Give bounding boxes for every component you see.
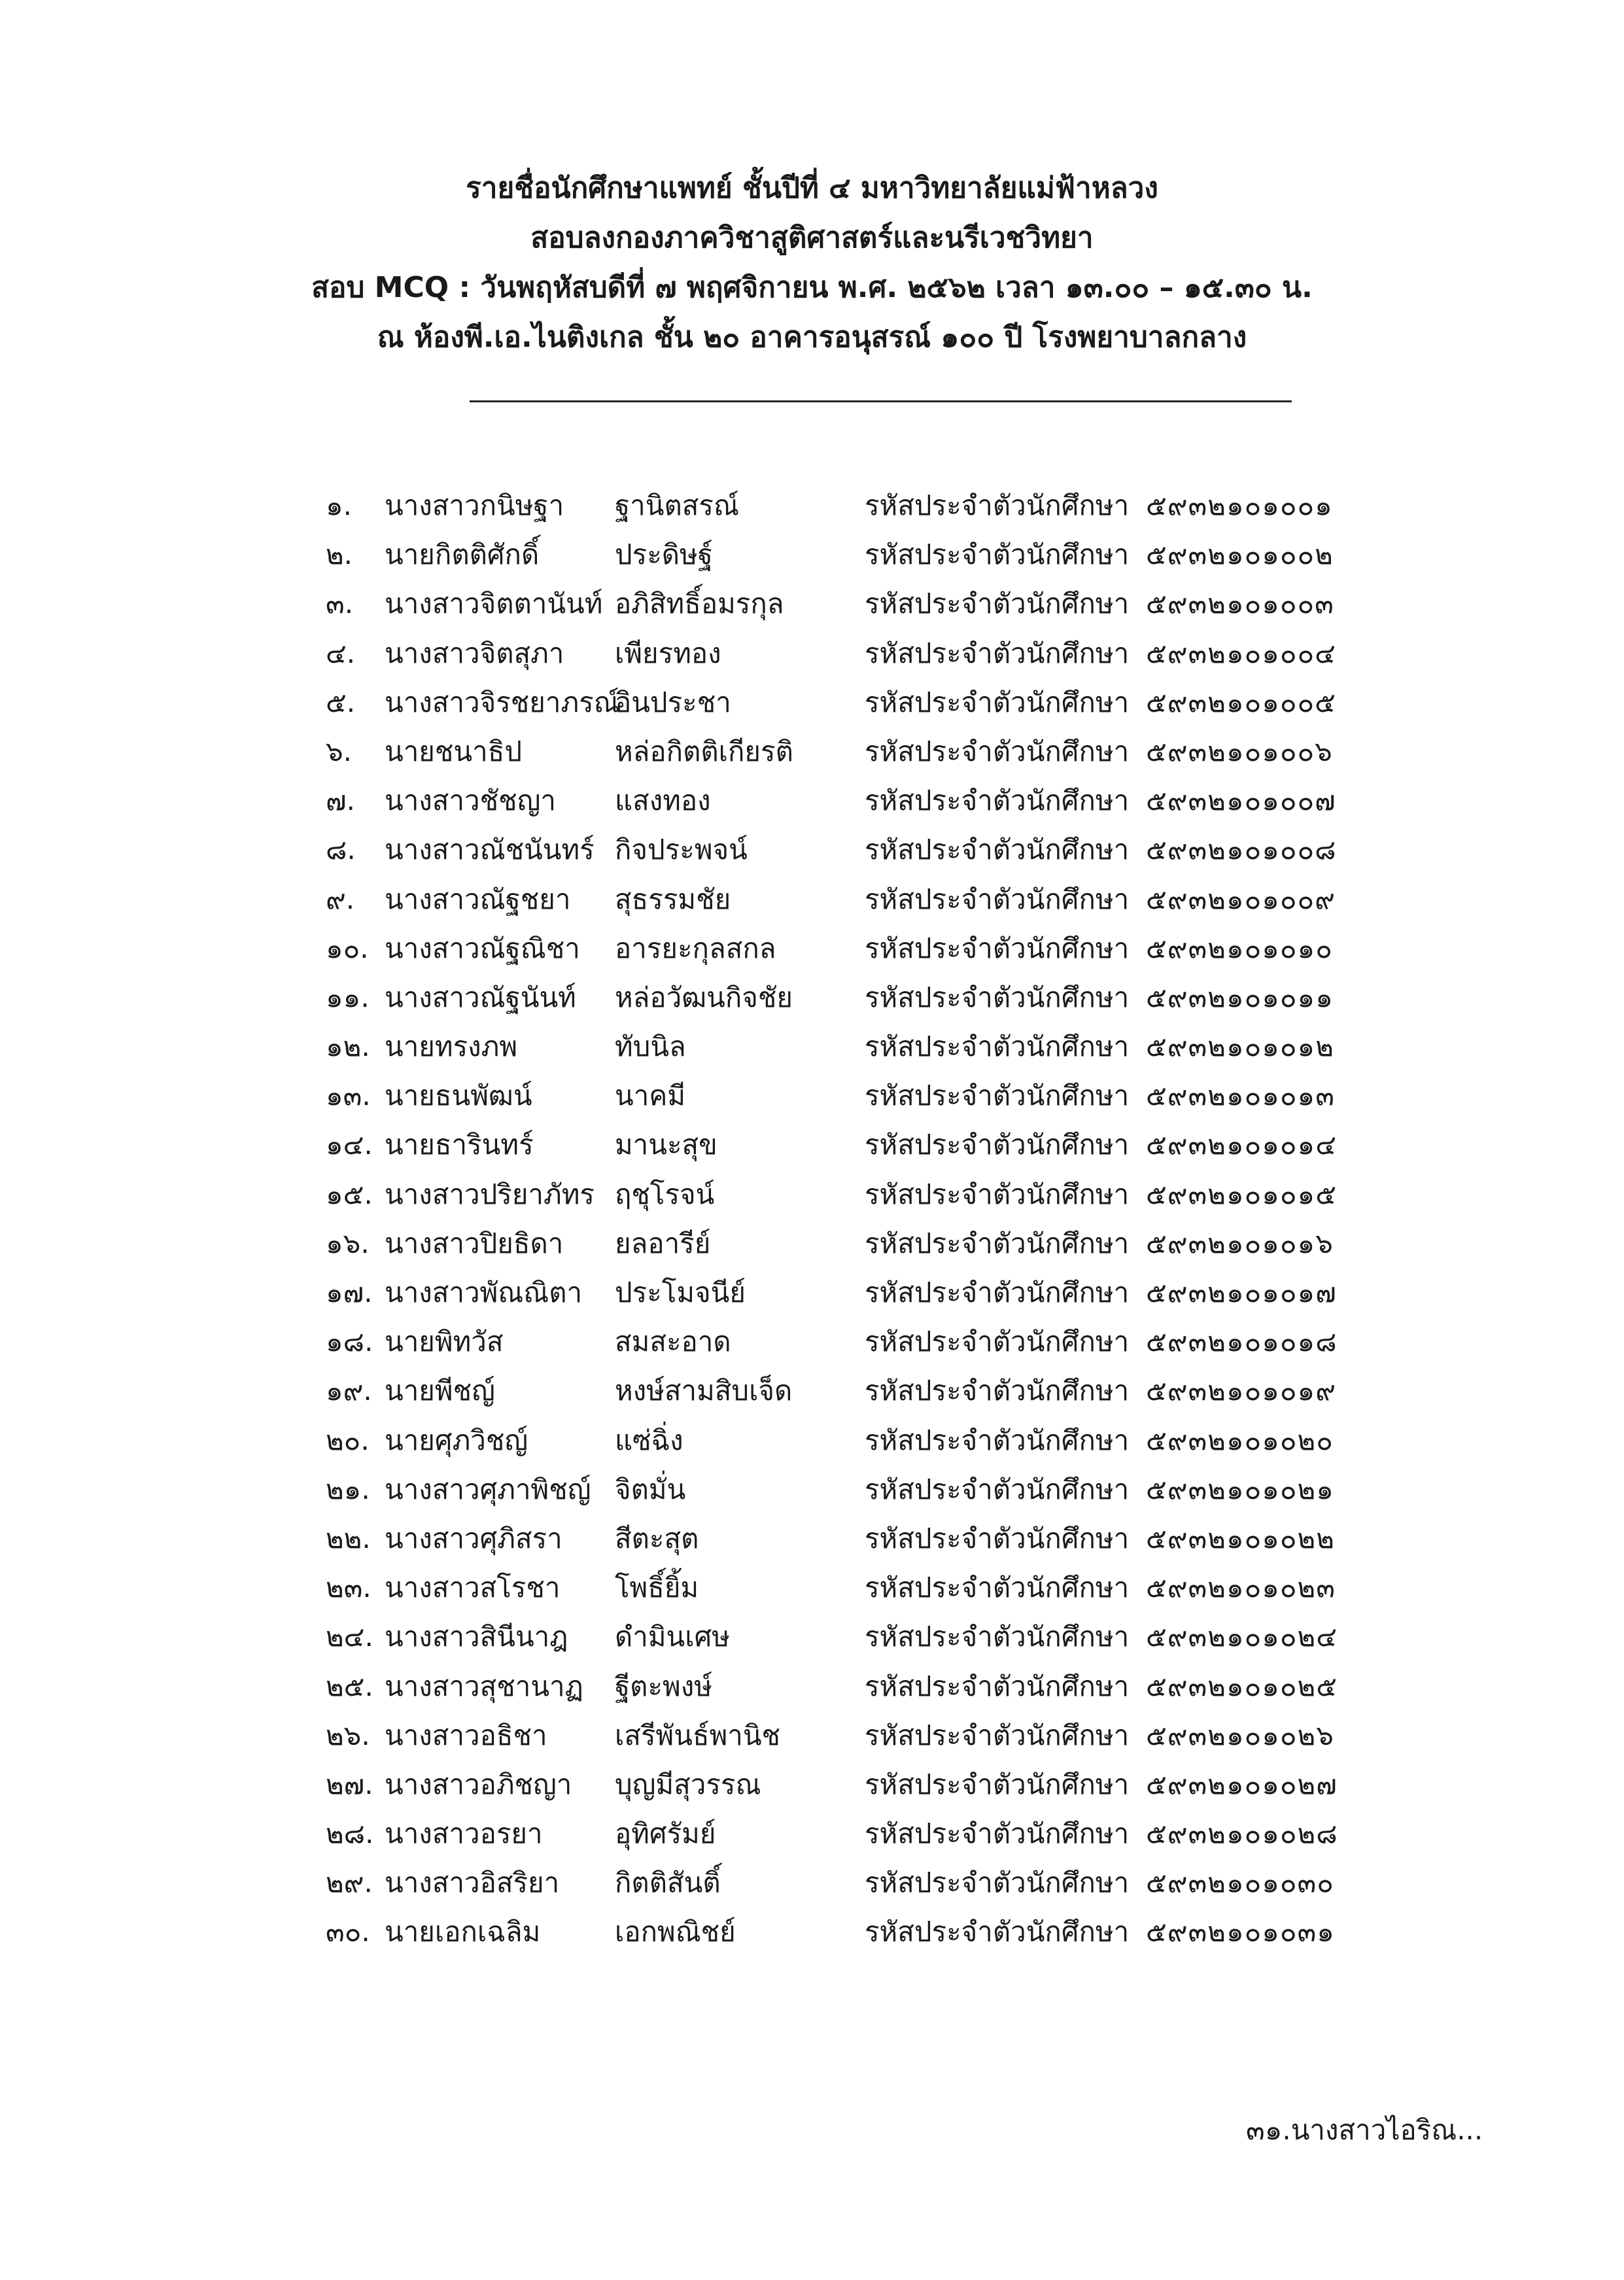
student-row (0, 635, 1624, 684)
student-last-name: ประดิษฐ์ (615, 538, 713, 571)
student-first-name: นางสาวอิสริยา (385, 1867, 560, 1899)
student-row (0, 1865, 1624, 1914)
student-id-label: รหัสประจำตัวนักศึกษา (865, 637, 1130, 669)
student-id-label: รหัสประจำตัวนักศึกษา (865, 1375, 1130, 1407)
student-id: ๕๙๓๒๑๐๑๐๒๓ (1146, 1571, 1336, 1604)
student-row (0, 1324, 1624, 1373)
student-row (0, 1914, 1624, 1963)
student-last-name: สมสะอาด (615, 1325, 731, 1358)
student-id-label: รหัสประจำตัวนักศึกษา (865, 1325, 1130, 1358)
student-id: ๕๙๓๒๑๐๑๐๒๕ (1146, 1670, 1338, 1702)
student-number: ๒๙. (326, 1867, 373, 1899)
student-last-name: ประโมจนีย์ (615, 1276, 746, 1308)
student-row (0, 1176, 1624, 1225)
student-row (0, 1717, 1624, 1766)
student-first-name: นางสาวศุภาพิชญ์ (385, 1473, 591, 1505)
student-row (0, 832, 1624, 881)
student-row (0, 782, 1624, 832)
student-first-name: นางสาวจิรชยาภรณ์ (385, 686, 619, 718)
student-row (0, 1815, 1624, 1865)
student-id-label: รหัสประจำตัวนักศึกษา (865, 1571, 1130, 1604)
student-id-label: รหัสประจำตัวนักศึกษา (865, 833, 1130, 866)
student-first-name: นายธนพัฒน์ (385, 1079, 532, 1112)
student-number: ๒๗. (326, 1768, 373, 1800)
student-id: ๕๙๓๒๑๐๑๐๑๙ (1146, 1375, 1336, 1407)
student-row (0, 930, 1624, 979)
title-line-1: รายชื่อนักศึกษาแพทย์ ชั้นปีที่ ๔ มหาวิทยาลัยแม่ฟ้าหลวง (466, 171, 1158, 205)
student-id-label: รหัสประจำตัวนักศึกษา (865, 1621, 1130, 1653)
student-first-name: นายชนาธิป (385, 735, 522, 767)
student-first-name: นายศุภวิชญ์ (385, 1424, 528, 1456)
student-id: ๕๙๓๒๑๐๑๐๒๑ (1146, 1473, 1334, 1505)
student-last-name: อารยะกุลสกล (615, 932, 776, 964)
student-id-label: รหัสประจำตัวนักศึกษา (865, 1129, 1130, 1161)
student-number: ๑๘. (326, 1325, 373, 1358)
student-id: ๕๙๓๒๑๐๑๐๑๑ (1146, 981, 1334, 1013)
student-last-name: เสรีพันธ์พานิช (615, 1719, 781, 1751)
student-first-name: นางสาวปริยาภัทร (385, 1178, 595, 1210)
student-id-label: รหัสประจำตัวนักศึกษา (865, 588, 1130, 620)
student-id: ๕๙๓๒๑๐๑๐๑๒ (1146, 1030, 1334, 1063)
student-id-label: รหัสประจำตัวนักศึกษา (865, 1817, 1130, 1850)
student-last-name: ฐานิตสรณ์ (615, 489, 739, 521)
student-last-name: กิจประพจน์ (615, 833, 748, 866)
student-first-name: นางสาวชัชญา (385, 784, 556, 817)
student-last-name: อภิสิทธิ์อมรกุล (615, 588, 784, 620)
student-last-name: อินประชา (615, 686, 731, 718)
student-id: ๕๙๓๒๑๐๑๐๐๕ (1146, 686, 1336, 718)
student-first-name: นางสาวปิยธิดา (385, 1227, 564, 1259)
student-id-label: รหัสประจำตัวนักศึกษา (865, 981, 1130, 1013)
student-first-name: นางสาวณัฐณิชา (385, 932, 580, 964)
student-row (0, 1570, 1624, 1619)
student-row (0, 881, 1624, 930)
continuation-note: ๓๑.นางสาวไอริณ... (1246, 2114, 1483, 2146)
student-id: ๕๙๓๒๑๐๑๐๐๗ (1146, 784, 1336, 817)
student-id-label: รหัสประจำตัวนักศึกษา (865, 1867, 1130, 1899)
student-first-name: นายพีชญ์ (385, 1375, 495, 1407)
student-id: ๕๙๓๒๑๐๑๐๒๘ (1146, 1817, 1338, 1850)
student-id-label: รหัสประจำตัวนักศึกษา (865, 1424, 1130, 1456)
exam-schedule-line: สอบ MCQ : วันพฤหัสบดีที่ ๗ พฤศจิกายน พ.ศ. ๒๕๖๒ เวลา ๑๓.๐๐ – ๑๕.๓๐ น. (311, 271, 1313, 304)
student-row (0, 979, 1624, 1028)
student-id: ๕๙๓๒๑๐๑๐๒๗ (1146, 1768, 1338, 1800)
student-first-name: นายพิทวัส (385, 1325, 504, 1358)
student-first-name: นางสาวกนิษฐา (385, 489, 564, 521)
student-row (0, 1225, 1624, 1274)
student-row (0, 1274, 1624, 1324)
student-row (0, 684, 1624, 733)
student-number: ๑๙. (326, 1375, 372, 1407)
student-row (0, 1028, 1624, 1078)
student-last-name: เอกพณิชย์ (615, 1916, 736, 1948)
student-id: ๕๙๓๒๑๐๑๐๒๖ (1146, 1719, 1334, 1751)
student-id: ๕๙๓๒๑๐๑๐๑๘ (1146, 1325, 1338, 1358)
student-first-name: นางสาวณัชนันทร์ (385, 833, 595, 866)
student-number: ๓. (326, 588, 354, 620)
student-first-name: นางสาวอภิชญา (385, 1768, 572, 1800)
student-number: ๑๑. (326, 981, 370, 1013)
student-id-label: รหัสประจำตัวนักศึกษา (865, 1227, 1130, 1259)
student-first-name: นายทรงภพ (385, 1030, 518, 1063)
student-id-label: รหัสประจำตัวนักศึกษา (865, 883, 1130, 915)
student-last-name: หงษ์สามสิบเจ็ด (615, 1375, 793, 1407)
student-first-name: นายธารินทร์ (385, 1129, 534, 1161)
student-id-label: รหัสประจำตัวนักศึกษา (865, 686, 1130, 718)
student-id: ๕๙๓๒๑๐๑๐๐๓ (1146, 588, 1334, 620)
student-last-name: หล่อวัฒนกิจชัย (615, 981, 793, 1013)
student-first-name: นางสาวสุชานาฏ (385, 1670, 583, 1702)
student-last-name: แสงทอง (615, 784, 711, 817)
student-id: ๕๙๓๒๑๐๑๐๐๔ (1146, 637, 1336, 669)
student-id: ๕๙๓๒๑๐๑๐๓๐ (1146, 1867, 1334, 1899)
student-number: ๑๗. (326, 1276, 373, 1308)
student-number: ๕. (326, 686, 356, 718)
student-number: ๓๐. (326, 1916, 370, 1948)
document-header (0, 164, 1624, 362)
student-row (0, 1619, 1624, 1668)
header-divider (470, 400, 1292, 402)
student-last-name: สุธรรมชัย (615, 883, 731, 915)
student-id-label: รหัสประจำตัวนักศึกษา (865, 489, 1130, 521)
student-number: ๒๐. (326, 1424, 370, 1456)
student-number: ๑๓. (326, 1079, 371, 1112)
student-list (0, 487, 1624, 1963)
student-number: ๖. (326, 735, 353, 767)
student-number: ๒๑. (326, 1473, 370, 1505)
student-number: ๗. (326, 784, 355, 817)
student-number: ๑๒. (326, 1030, 370, 1063)
student-row (0, 586, 1624, 635)
student-last-name: บุญมีสุวรรณ (615, 1768, 761, 1800)
student-id: ๕๙๓๒๑๐๑๐๒๐ (1146, 1424, 1334, 1456)
student-id-label: รหัสประจำตัวนักศึกษา (865, 538, 1130, 571)
student-number: ๒๓. (326, 1571, 371, 1604)
student-last-name: นาคมี (615, 1079, 686, 1112)
student-number: ๘. (326, 833, 356, 866)
student-row (0, 1766, 1624, 1815)
student-number: ๑๕. (326, 1178, 373, 1210)
student-id: ๕๙๓๒๑๐๑๐๐๘ (1146, 833, 1337, 866)
student-last-name: ทับนิล (615, 1030, 686, 1063)
student-first-name: นางสาวสโรชา (385, 1571, 561, 1604)
student-id: ๕๙๓๒๑๐๑๐๑๗ (1146, 1276, 1337, 1308)
student-number: ๑. (326, 489, 353, 521)
student-id: ๕๙๓๒๑๐๑๐๑๕ (1146, 1178, 1337, 1210)
student-last-name: กิตติสันติ์ (615, 1867, 721, 1899)
student-id-label: รหัสประจำตัวนักศึกษา (865, 1473, 1130, 1505)
student-id-label: รหัสประจำตัวนักศึกษา (865, 1670, 1130, 1702)
student-first-name: นางสาวศุภิสรา (385, 1522, 562, 1554)
student-last-name: มานะสุข (615, 1129, 717, 1161)
student-number: ๑๖. (326, 1227, 370, 1259)
student-row (0, 1373, 1624, 1422)
student-id-label: รหัสประจำตัวนักศึกษา (865, 735, 1130, 767)
student-number: ๒๒. (326, 1522, 371, 1554)
student-first-name: นางสาวจิตตานันท์ (385, 588, 603, 620)
student-last-name: แซ่ฉิ่ง (615, 1424, 683, 1456)
student-row (0, 487, 1624, 536)
student-number: ๑๔. (326, 1129, 373, 1161)
student-row (0, 733, 1624, 782)
student-id-label: รหัสประจำตัวนักศึกษา (865, 784, 1130, 817)
student-number: ๒๖. (326, 1719, 370, 1751)
student-number: ๒๘. (326, 1817, 374, 1850)
student-id: ๕๙๓๒๑๐๑๐๑๓ (1146, 1079, 1335, 1112)
student-id-label: รหัสประจำตัวนักศึกษา (865, 1768, 1130, 1800)
student-first-name: นางสาวณัฐนันท์ (385, 981, 576, 1013)
student-row (0, 1668, 1624, 1717)
student-last-name: ดำมินเศษ (615, 1621, 730, 1653)
student-row (0, 1471, 1624, 1520)
student-first-name: นางสาวอธิชา (385, 1719, 547, 1751)
student-first-name: นางสาวอรยา (385, 1817, 543, 1850)
student-id-label: รหัสประจำตัวนักศึกษา (865, 1522, 1130, 1554)
student-id-label: รหัสประจำตัวนักศึกษา (865, 1276, 1130, 1308)
student-row (0, 536, 1624, 586)
student-last-name: เพียรทอง (615, 637, 721, 669)
student-row (0, 1127, 1624, 1176)
student-id: ๕๙๓๒๑๐๑๐๐๒ (1146, 538, 1334, 571)
student-row (0, 1520, 1624, 1570)
student-id: ๕๙๓๒๑๐๑๐๑๖ (1146, 1227, 1334, 1259)
student-last-name: โพธิ์ยิ้ม (615, 1571, 699, 1604)
student-last-name: จิตมั่น (615, 1473, 686, 1505)
student-id: ๕๙๓๒๑๐๑๐๒๒ (1146, 1522, 1335, 1554)
student-id-label: รหัสประจำตัวนักศึกษา (865, 1178, 1130, 1210)
student-number: ๔. (326, 637, 356, 669)
student-first-name: นางสาวณัฐชยา (385, 883, 571, 915)
exam-location-line: ณ ห้องพี.เอ.ไนติงเกล ชั้น ๒๐ อาคารอนุสรณ์ ๑๐๐ ปี โรงพยาบาลกลาง (377, 321, 1247, 354)
student-number: ๑๐. (326, 932, 369, 964)
student-id: ๕๙๓๒๑๐๑๐๐๙ (1146, 883, 1336, 915)
student-id-label: รหัสประจำตัวนักศึกษา (865, 932, 1130, 964)
student-id: ๕๙๓๒๑๐๑๐๓๑ (1146, 1916, 1335, 1948)
student-first-name: นายเอกเฉลิม (385, 1916, 541, 1948)
title-line-2: สอบลงกองภาควิชาสูติศาสตร์และนรีเวชวิทยา (530, 221, 1094, 254)
student-number: ๒. (326, 538, 353, 571)
student-row (0, 1422, 1624, 1471)
student-row (0, 1078, 1624, 1127)
student-first-name: นายกิตติศักดิ์ (385, 538, 540, 571)
student-id: ๕๙๓๒๑๐๑๐๒๔ (1146, 1621, 1338, 1653)
student-last-name: อุทิศรัมย์ (615, 1817, 716, 1850)
student-last-name: สีตะสุต (615, 1522, 699, 1554)
student-id: ๕๙๓๒๑๐๑๐๐๖ (1146, 735, 1333, 767)
student-first-name: นางสาวพัณณิตา (385, 1276, 583, 1308)
student-last-name: ฐีตะพงษ์ (615, 1670, 712, 1702)
student-first-name: นางสาวสินีนาฎ (385, 1621, 568, 1653)
student-last-name: ยลอารีย์ (615, 1227, 711, 1259)
student-number: ๒๔. (326, 1621, 373, 1653)
student-id: ๕๙๓๒๑๐๑๐๐๑ (1146, 489, 1333, 521)
student-id: ๕๙๓๒๑๐๑๐๑๔ (1146, 1129, 1337, 1161)
student-last-name: หล่อกิตติเกียรติ (615, 735, 793, 767)
student-id-label: รหัสประจำตัวนักศึกษา (865, 1079, 1130, 1112)
student-number: ๙. (326, 883, 355, 915)
student-last-name: ฤชุโรจน์ (615, 1178, 715, 1210)
student-first-name: นางสาวจิตสุภา (385, 637, 564, 669)
student-id: ๕๙๓๒๑๐๑๐๑๐ (1146, 932, 1333, 964)
student-id-label: รหัสประจำตัวนักศึกษา (865, 1719, 1130, 1751)
student-id-label: รหัสประจำตัวนักศึกษา (865, 1030, 1130, 1063)
student-id-label: รหัสประจำตัวนักศึกษา (865, 1916, 1130, 1948)
student-number: ๒๕. (326, 1670, 373, 1702)
